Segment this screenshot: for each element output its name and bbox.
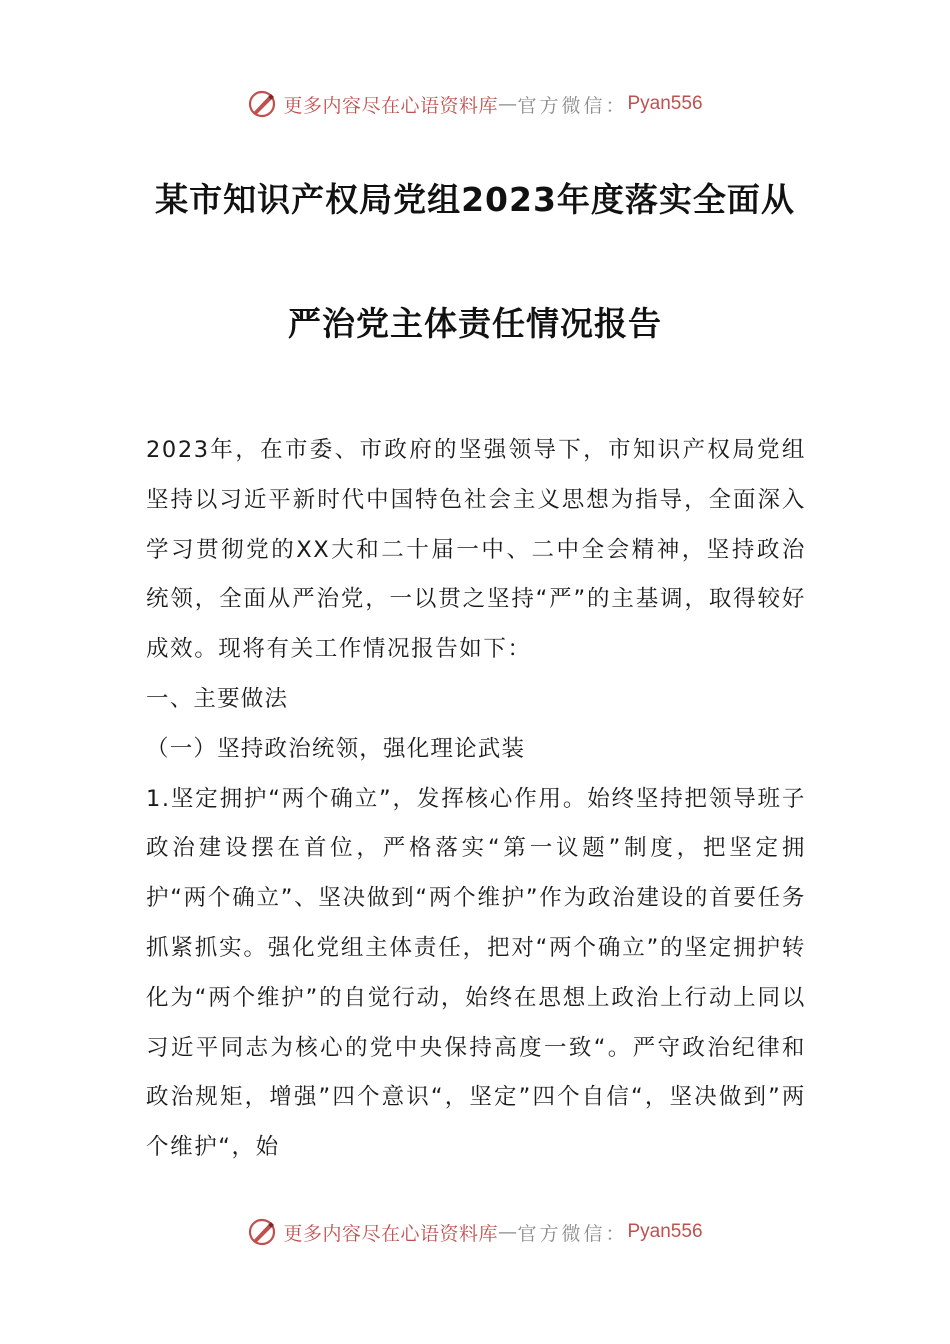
banner-dash: — (497, 1221, 518, 1243)
document-body (146, 426, 806, 1173)
banner-text: 更多内容尽在心语资料库 (283, 1222, 498, 1245)
banner-dash: — (497, 93, 518, 115)
banner-official-label: 官方微信： (517, 1222, 628, 1245)
banner-text: 更多内容尽在心语资料库 (283, 94, 498, 117)
banner-wechat-id: Pyan556 (627, 93, 703, 114)
banner-wechat-id: Pyan556 (627, 1221, 703, 1242)
document-title-line-1: 某市知识产权局党组2023年度落实全面从 (155, 180, 795, 219)
intro-paragraph: 2023年，在市委、市政府的坚强领导下，市知识产权局党组坚持以习近平新时代中国特色社会主义思想为指导，全面深入学习贯彻党的XX大和二十届一中、二中全会精神，坚持政治统领，全面从严治党，一以贯之坚持“严”的主基调，取得较好成效。现将有关工作情况报告如下： (146, 437, 806, 663)
document-title-line-2: 严治党主体责任情况报告 (288, 304, 662, 343)
section-heading: 一、主要做法 (146, 685, 289, 712)
footer-watermark-banner (0, 1212, 950, 1252)
pen-circle-logo-icon (247, 1217, 277, 1247)
body-paragraph: 1.坚定拥护“两个确立”，发挥核心作用。始终坚持把领导班子政治建设摆在首位，严格落实“第一议题”制度，把坚定拥护“两个确立”、坚决做到“两个维护”作为政治建设的首要任务抓紧抓实。强化党组主体责任，把对“两个确立”的坚定拥护转化为“两个维护”的自觉行动，始终在思想上政治上行动上同以习近平同志为核心的党中央保持高度一致“。严守政治纪律和政治规矩，增强”四个意识“，坚定”四个自信“，坚决做到”两个维护“，始 (146, 785, 806, 1161)
pen-circle-logo-icon (247, 89, 277, 119)
banner-official-label: 官方微信： (517, 94, 628, 117)
subsection-heading: （一）坚持政治统领，强化理论武装 (146, 735, 526, 762)
header-watermark-banner (0, 84, 950, 124)
